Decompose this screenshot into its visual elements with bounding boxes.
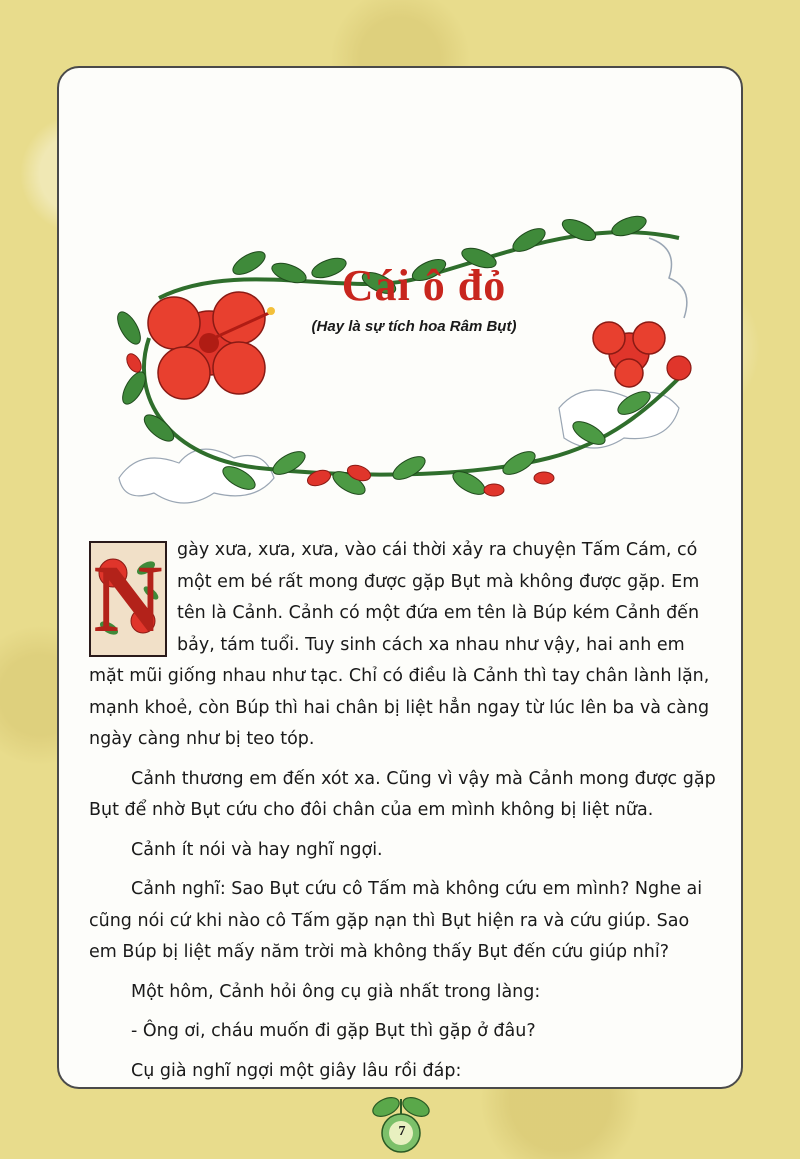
story-paragraph-2: Cảnh thương em đến xót xa. Cũng vì vậy mà Cảnh mong được gặp Bụt để nhờ Bụt cứu cho đôi chân của em mình không bị liệt nữa. [89, 768, 716, 820]
hibiscus-banner-illustration [89, 178, 714, 538]
story-body [89, 535, 717, 1095]
story-paragraph-1-text: gày xưa, xưa, xưa, vào cái thời xảy ra chuyện Tấm Cám, có một em bé rất mong được gặp Bụt mà không được gặp. Em tên là Cảnh. Cảnh có một đứa em tên là Búp kém Cảnh đến bảy, tám tuổi. Tuy sinh cách xa nhau như vậy, hai anh em mặt mũi giống nhau như tạc. Chỉ có điều là Cảnh thì tay chân lành lặn, mạnh khoẻ, còn Búp thì hai chân bị liệt hẳn ngay từ lúc lên ba và càng ngày càng như bị teo tóp. [89, 540, 710, 749]
page-number: 7 [398, 1124, 406, 1139]
story-title: Cái ô đỏ [341, 261, 507, 310]
hibiscus-flower-large [148, 292, 275, 399]
story-paragraph-1 [89, 535, 717, 756]
story-paragraph-7: Cụ già nghĩ ngợi một giây lâu rồi đáp: [131, 1060, 462, 1081]
story-paragraph-6: - Ông ơi, cháu muốn đi gặp Bụt thì gặp ở đâu? [131, 1021, 536, 1041]
page-panel [57, 66, 743, 1089]
story-paragraph-4: Cảnh nghĩ: Sao Bụt cứu cô Tấm mà không cứu em mình? Nghe ai cũng nói cứ khi nào cô Tấm gặp nạn thì Bụt hiện ra và cứu giúp. Sao em Búp bị liệt mấy năm trời mà không thấy Bụt đến cứu giúp nhỉ? [89, 879, 703, 962]
hibiscus-flower-right [593, 322, 691, 387]
story-paragraph-3: Cảnh ít nói và hay nghĩ ngợi. [131, 839, 383, 860]
drop-cap-letter: N [93, 545, 163, 652]
story-subtitle: (Hay là sự tích hoa Râm Bụt) [311, 318, 517, 335]
story-paragraph-5: Một hôm, Cảnh hỏi ông cụ già nhất trong làng: [131, 981, 541, 1002]
drop-cap-n [89, 541, 167, 657]
